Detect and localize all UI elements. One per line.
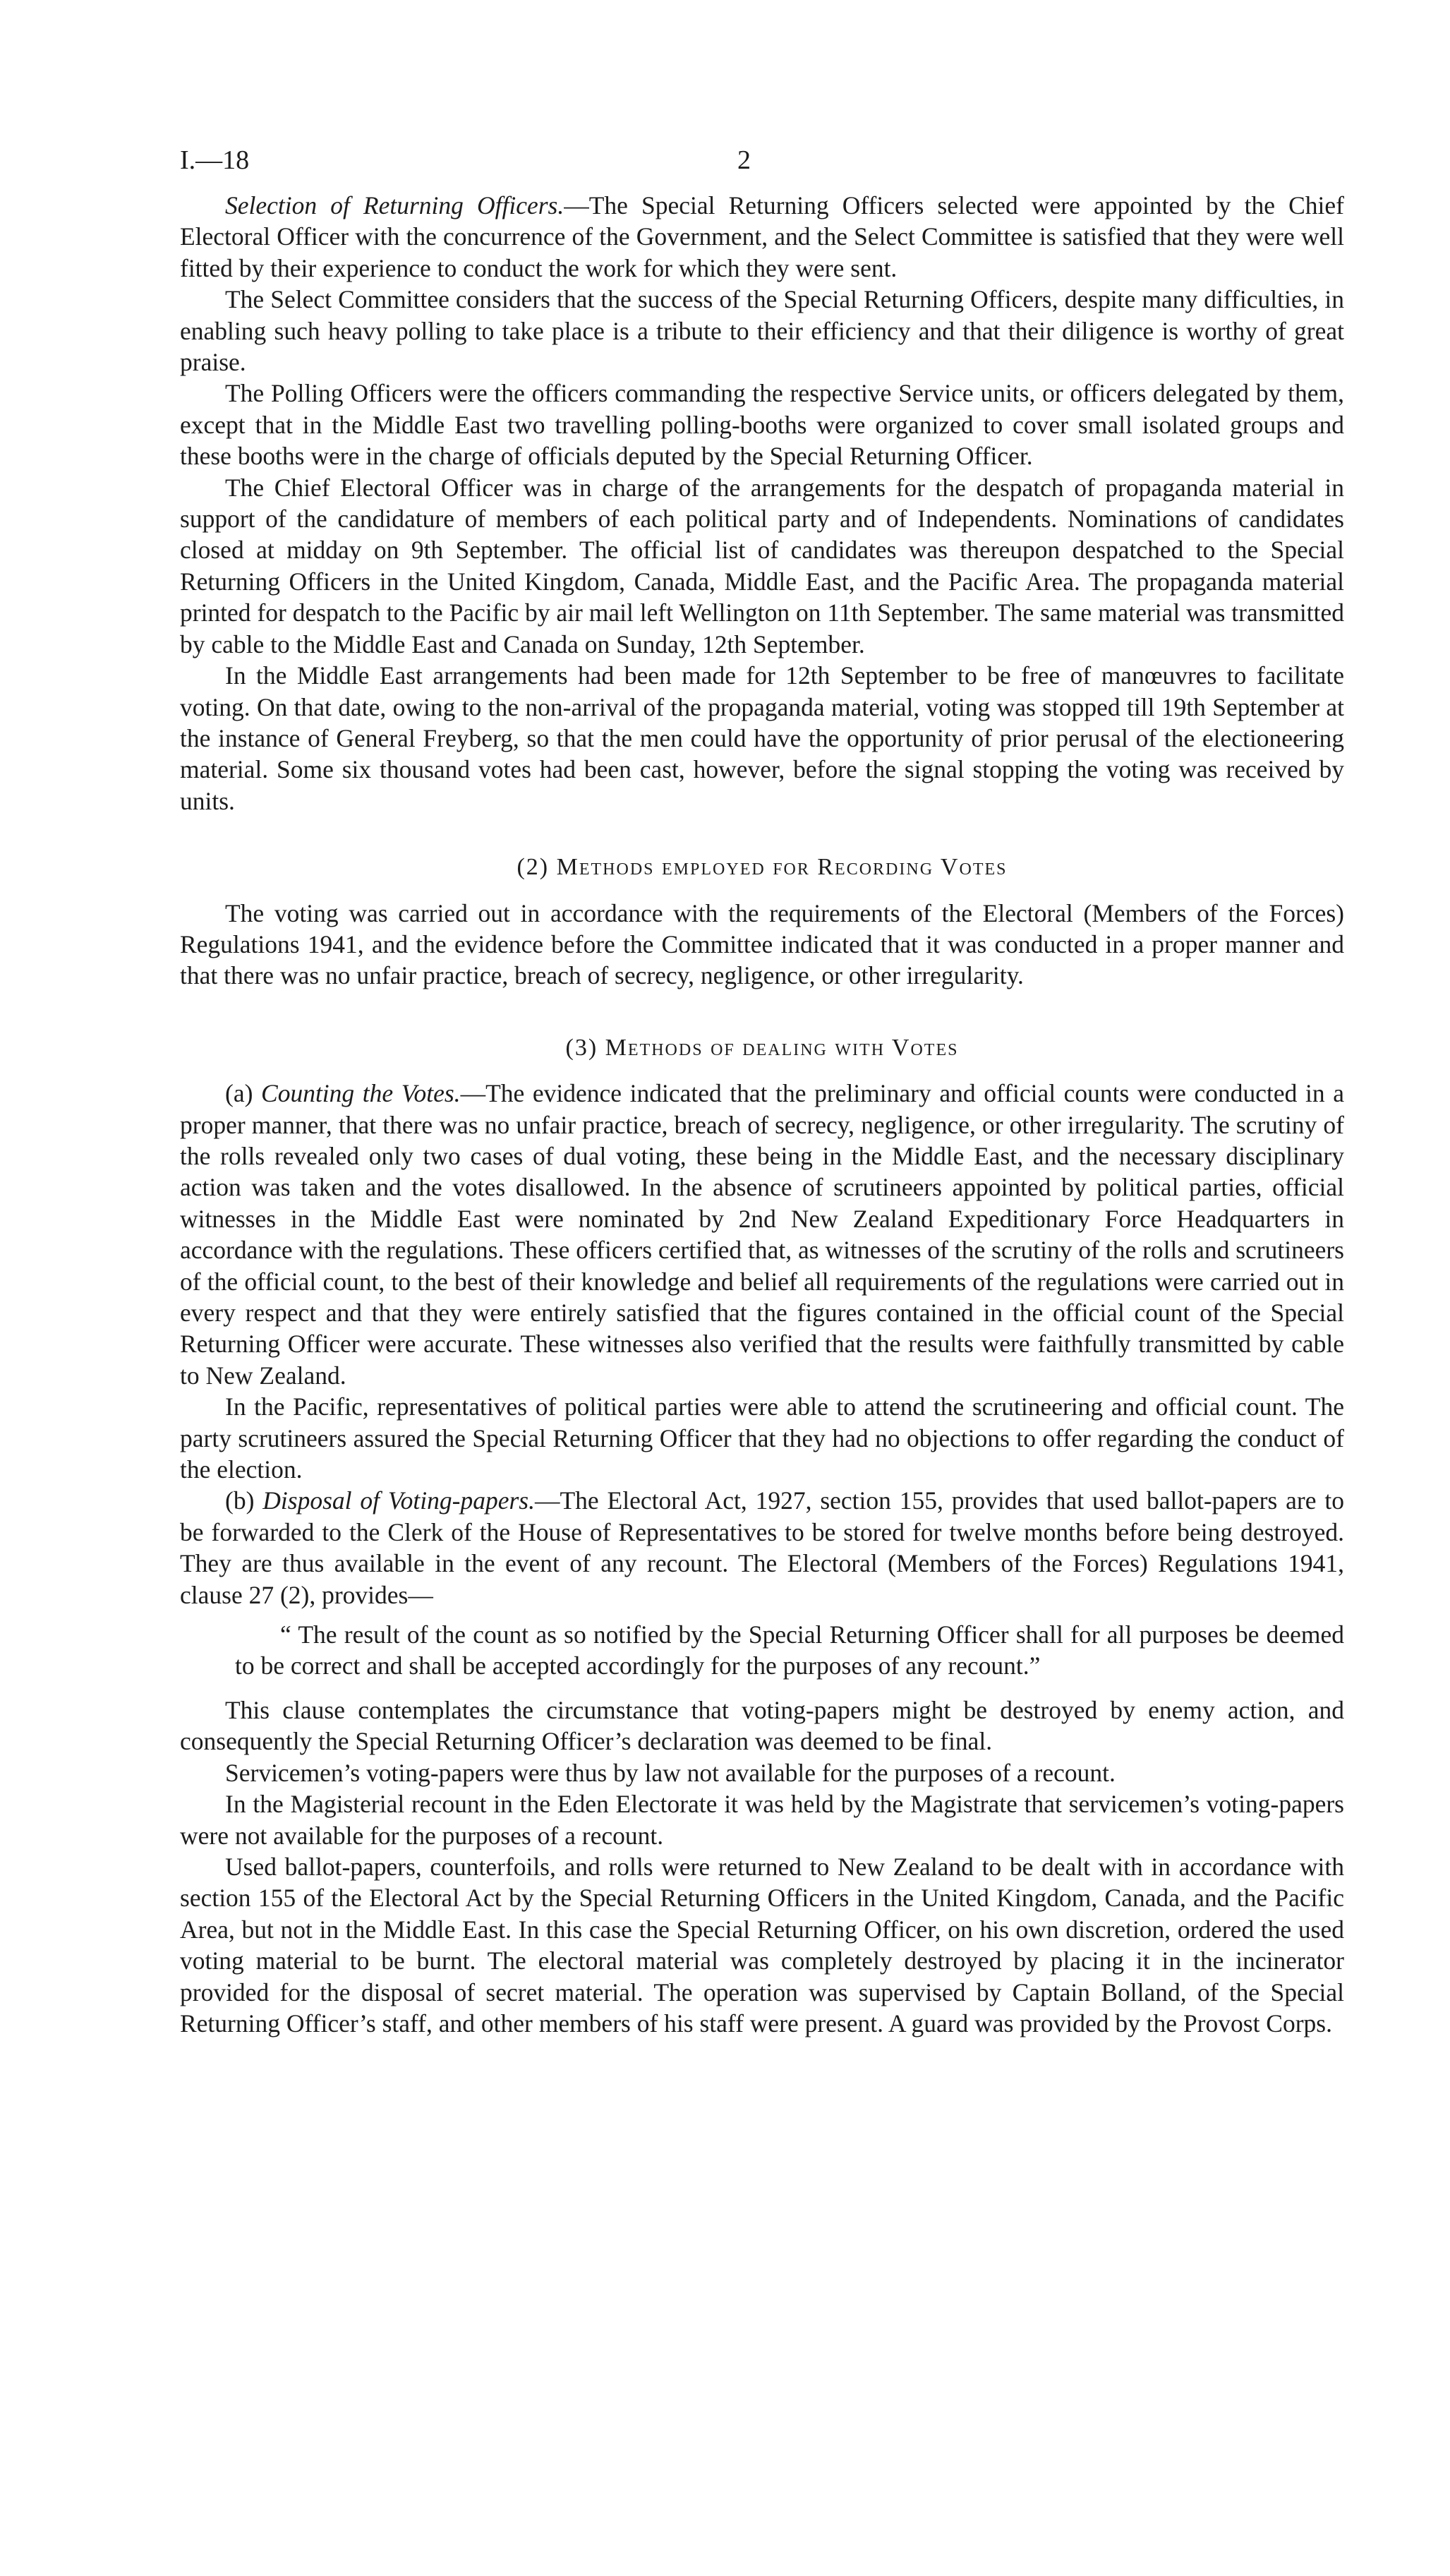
section-heading-recording-votes: (2) Methods employed for Recording Votes	[516, 854, 1008, 881]
page-header	[180, 145, 1344, 190]
paragraph-lead: Selection of Returning Officers.	[225, 191, 564, 219]
paragraph: In the Pacific, representatives of political parties were able to attend the scrutineering and official count. The party scrutineers assured the Special Returning Officer that they had no objections to offer regarding the conduct of the election.	[180, 1392, 1344, 1484]
paragraph: The voting was carried out in accordance with the requirements of the Electoral (Members of the Forces) Regulations 1941, and the evidence before the Committee indicated that it was conducted in a proper manner and that there was no unfair practice, breach of secrecy, negligence, or other irregularity.	[180, 898, 1344, 990]
page-number: 2	[737, 145, 751, 175]
paragraph-selection-of-returning-officers: Selection of Returning Officers.—The Special Returning Officers selected were appointed by the Chief Electoral Officer with the concurrence of the Government, and the Select Committee is satisfied that they were well fitted by their experience to conduct the work for which they were sent.	[180, 191, 1344, 282]
paragraph: The Chief Electoral Officer was in charge of the arrangements for the despatch of propaganda material in support of the candidature of members of each political party and of Independents. Nominations of candidates closed at midday on 9th September. The official list of candidates was thereupon despatched to the Special Returning Officers in the United Kingdom, Canada, Middle East, and the Pacific Area. The propaganda material printed for despatch to the Pacific by air mail left Wellington on 11th September. The same material was transmitted by cable to the Middle East and Canada on Sunday, 12th September.	[180, 473, 1344, 658]
section-heading-dealing-with-votes: (3) Methods of dealing with Votes	[565, 1034, 959, 1061]
quoted-regulation: “ The result of the count as so notified by the Special Returning Officer shall for all purposes be deemed to be correct and shall be accepted accordingly for the purposes of any recount.”	[235, 1620, 1344, 1680]
section-dealing-with-votes	[180, 1078, 1344, 2039]
paragraph: Used ballot-papers, counterfoils, and rolls were returned to New Zealand to be dealt with in accordance with section 155 of the Electoral Act by the Special Returning Officers in the United Kingdom, Canada, and the Pacific Area, but not in the Middle East. In this case the Special Returning Officer, on his own discretion, ordered the used voting material to be burnt. The electoral material was completely destroyed by placing it in the incinerator provided for the disposal of secret material. The operation was supervised by Captain Bolland, of the Special Returning Officer’s staff, and other members of his staff were present. A guard was provided by the Provost Corps.	[180, 1852, 1344, 2038]
subsection-label: (b)	[225, 1486, 255, 1515]
paragraph: In the Middle East arrangements had been made for 12th September to be free of manœuvres to facilitate voting. On that date, owing to the non-arrival of the propaganda material, voting was stopped till 19th September at the instance of General Freyberg, so that the men could have the opportunity of prior perusal of the electioneering material. Some six thousand votes had been cast, however, before the signal stopping the voting was received by units.	[180, 661, 1344, 815]
paragraph-disposal-of-voting-papers: (b) Disposal of Voting-papers.—The Electoral Act, 1927, section 155, provides that used ballot-papers are to be forwarded to the Clerk of the House of Representatives to be stored for twelve months before being destroyed. They are thus available in the event of any recount. The Electoral (Members of the Forces) Regulations 1941, clause 27 (2), provides—	[180, 1486, 1345, 1609]
paragraph: The Polling Officers were the officers commanding the respective Service units, or officers delegated by them, except that in the Middle East two travelling polling-booths were organized to cover small isolated groups and these booths were in the charge of officials deputed by the Special Returning Officer.	[180, 379, 1344, 471]
section-returning-officers	[180, 190, 1344, 817]
paragraph-lead: Disposal of Voting-papers.	[262, 1486, 535, 1515]
paragraph: The Select Committee considers that the success of the Special Returning Officers, despite many difficulties, in enabling such heavy polling to take place is a tribute to their efficiency and that their diligence is worthy of great praise.	[180, 285, 1344, 377]
subsection-label: (a)	[225, 1079, 253, 1108]
paragraph-lead: Counting the Votes.	[261, 1079, 461, 1108]
paragraph: In the Magisterial recount in the Eden Electorate it was held by the Magistrate that servicemen’s voting-papers were not available for the purposes of a recount.	[180, 1790, 1344, 1850]
paragraph: Servicemen’s voting-papers were thus by law not available for the purposes of a recount.	[225, 1758, 1116, 1787]
section-recording-votes	[180, 898, 1344, 992]
paragraph-counting-the-votes: (a) Counting the Votes.—The evidence indicated that the preliminary and official counts were conducted in a proper manner, that there was no unfair practice, breach of secrecy, negligence, or other irregularity. The scrutiny of the rolls revealed only two cases of dual voting, these being in the Middle East, and the necessary disciplinary action was taken and the votes disallowed. In the absence of scrutineers appointed by political parties, official witnesses in the Middle East were nominated by 2nd New Zealand Expeditionary Force Headquarters in accordance with the regulations. These officers certified that, as witnesses of the scrutiny of the rolls and scrutineers of the official count, to the best of their knowledge and belief all requirements of the regulations were carried out in every respect and that they were entirely satisfied that the figures contained in the official count of the Special Returning Officer were accurate. These witnesses also verified that the results were faithfully transmitted by cable to New Zealand.	[180, 1079, 1344, 1390]
document-reference: I.—18	[180, 145, 250, 175]
paragraph: This clause contemplates the circumstance that voting-papers might be destroyed by enemy action, and consequently the Special Returning Officer’s declaration was deemed to be final.	[180, 1695, 1344, 1756]
